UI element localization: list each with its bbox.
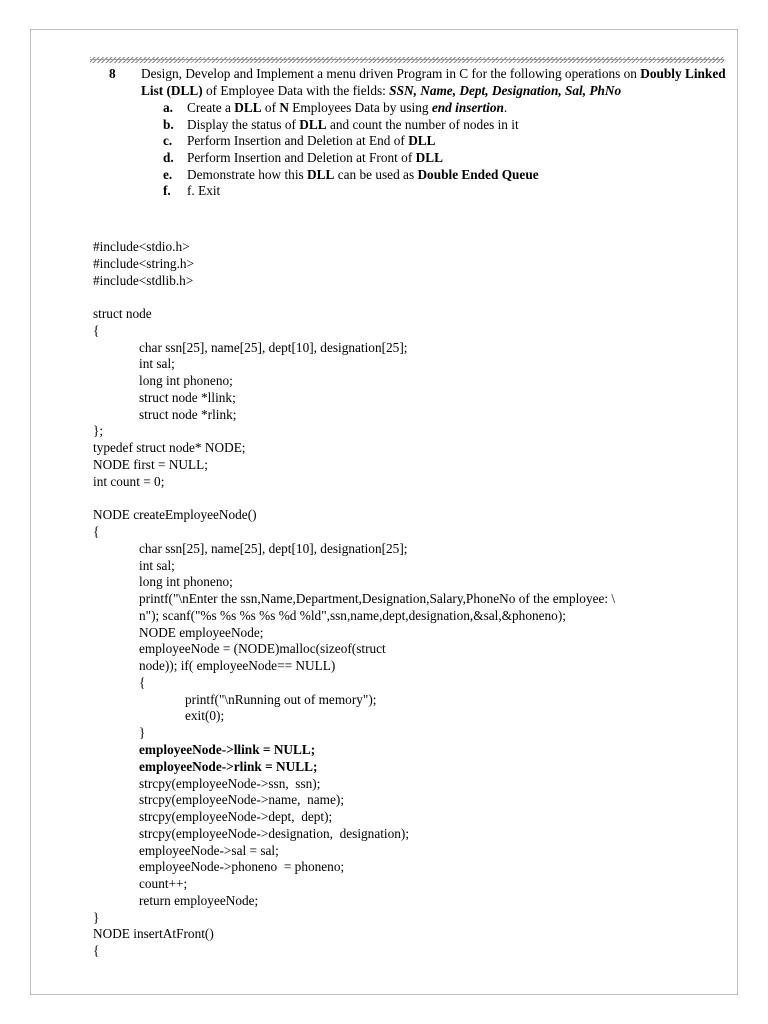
code-line: n"); scanf("%s %s %s %s %d %ld",ssn,name,dept,designation,&sal,&phoneno); — [139, 607, 566, 623]
code-line: printf("\nEnter the ssn,Name,Department,Designation,Salary,PhoneNo of the employee: \ — [139, 591, 616, 607]
code-listing — [93, 239, 733, 960]
code-line: char ssn[25], name[25], dept[10], designation[25]; — [139, 540, 408, 556]
code-line: }; — [93, 423, 104, 439]
code-line: long int phoneno; — [139, 373, 233, 389]
question-fields: SSN, Name, Dept, Designation, Sal, PhNo — [389, 82, 622, 98]
code-line: printf("\nRunning out of memory"); — [185, 691, 377, 707]
code-line: #include<stdio.h> — [93, 239, 190, 254]
option-text: Display the status of DLL and count the number of nodes in it — [187, 116, 519, 132]
code-line: employeeNode = (NODE)malloc(sizeof(struct — [139, 641, 386, 657]
options-list — [90, 100, 730, 200]
option-text: Perform Insertion and Deletion at End of DLL — [187, 133, 436, 149]
option-text: f. Exit — [187, 183, 221, 199]
decorative-rule — [90, 57, 724, 63]
question-text — [141, 66, 730, 99]
code-line: strcpy(employeeNode->name, name); — [139, 792, 345, 808]
code-line: exit(0); — [185, 708, 225, 724]
question-intro-2: of Employee Data with the fields: — [202, 82, 390, 98]
code-line: employeeNode->phoneno = phoneno; — [139, 859, 345, 875]
option-text: Demonstrate how this DLL can be used as Double Ended Queue — [187, 166, 539, 182]
question-block — [90, 66, 730, 200]
code-line: return employeeNode; — [139, 892, 259, 908]
code-line: { — [93, 524, 100, 540]
code-line: struct node *llink; — [139, 389, 236, 405]
code-line: NODE insertAtFront() — [93, 926, 214, 942]
code-line: NODE first = NULL; — [93, 456, 208, 472]
code-line: { — [93, 322, 100, 338]
code-line: struct node — [93, 306, 152, 322]
option-item — [90, 100, 730, 117]
code-line: long int phoneno; — [139, 574, 233, 590]
code-line: int sal; — [139, 356, 175, 372]
question-intro-bold: Doubly Linked List (DLL) — [141, 66, 726, 98]
code-line: } — [139, 725, 146, 741]
code-line: char ssn[25], name[25], dept[10], designation[25]; — [139, 339, 408, 355]
code-line: NODE employeeNode; — [139, 624, 264, 640]
code-line: #include<stdlib.h> — [93, 272, 194, 288]
code-line: strcpy(employeeNode->designation, designation); — [139, 825, 410, 841]
code-line: employeeNode->llink = NULL; — [139, 741, 316, 757]
code-line: strcpy(employeeNode->dept, dept); — [139, 809, 333, 825]
code-line: typedef struct node* NODE; — [93, 440, 246, 456]
option-key: a. — [163, 100, 173, 115]
option-key: d. — [163, 150, 174, 166]
code-line — [93, 490, 733, 507]
code-line — [93, 289, 733, 306]
question-number: 8 — [109, 66, 116, 81]
option-item — [90, 167, 730, 184]
option-key: e. — [163, 166, 173, 182]
code-line: strcpy(employeeNode->ssn, ssn); — [139, 775, 321, 791]
option-text: Create a DLL of N Employees Data by using end insertion. — [187, 100, 508, 115]
code-line: NODE createEmployeeNode() — [93, 507, 257, 523]
code-line: } — [93, 909, 100, 925]
code-line: employeeNode->sal = sal; — [139, 842, 279, 858]
option-key: b. — [163, 116, 174, 132]
option-text: Perform Insertion and Deletion at Front of DLL — [187, 150, 443, 166]
code-line: int count = 0; — [93, 473, 165, 489]
code-line: #include<string.h> — [93, 255, 195, 271]
question-intro-1: Design, Develop and Implement a menu driven Program in C for the following operations on — [141, 66, 641, 81]
option-item — [90, 150, 730, 167]
option-item — [90, 133, 730, 150]
option-item — [90, 183, 730, 200]
code-line: count++; — [139, 876, 188, 892]
code-line: int sal; — [139, 557, 175, 573]
option-key: f. — [163, 183, 171, 199]
code-line: node)); if( employeeNode== NULL) — [139, 658, 336, 674]
code-line: employeeNode->rlink = NULL; — [139, 758, 318, 774]
code-line: { — [139, 674, 146, 690]
code-line: { — [93, 943, 100, 959]
option-item — [90, 117, 730, 134]
option-key: c. — [163, 133, 173, 149]
code-line: struct node *rlink; — [139, 406, 237, 422]
